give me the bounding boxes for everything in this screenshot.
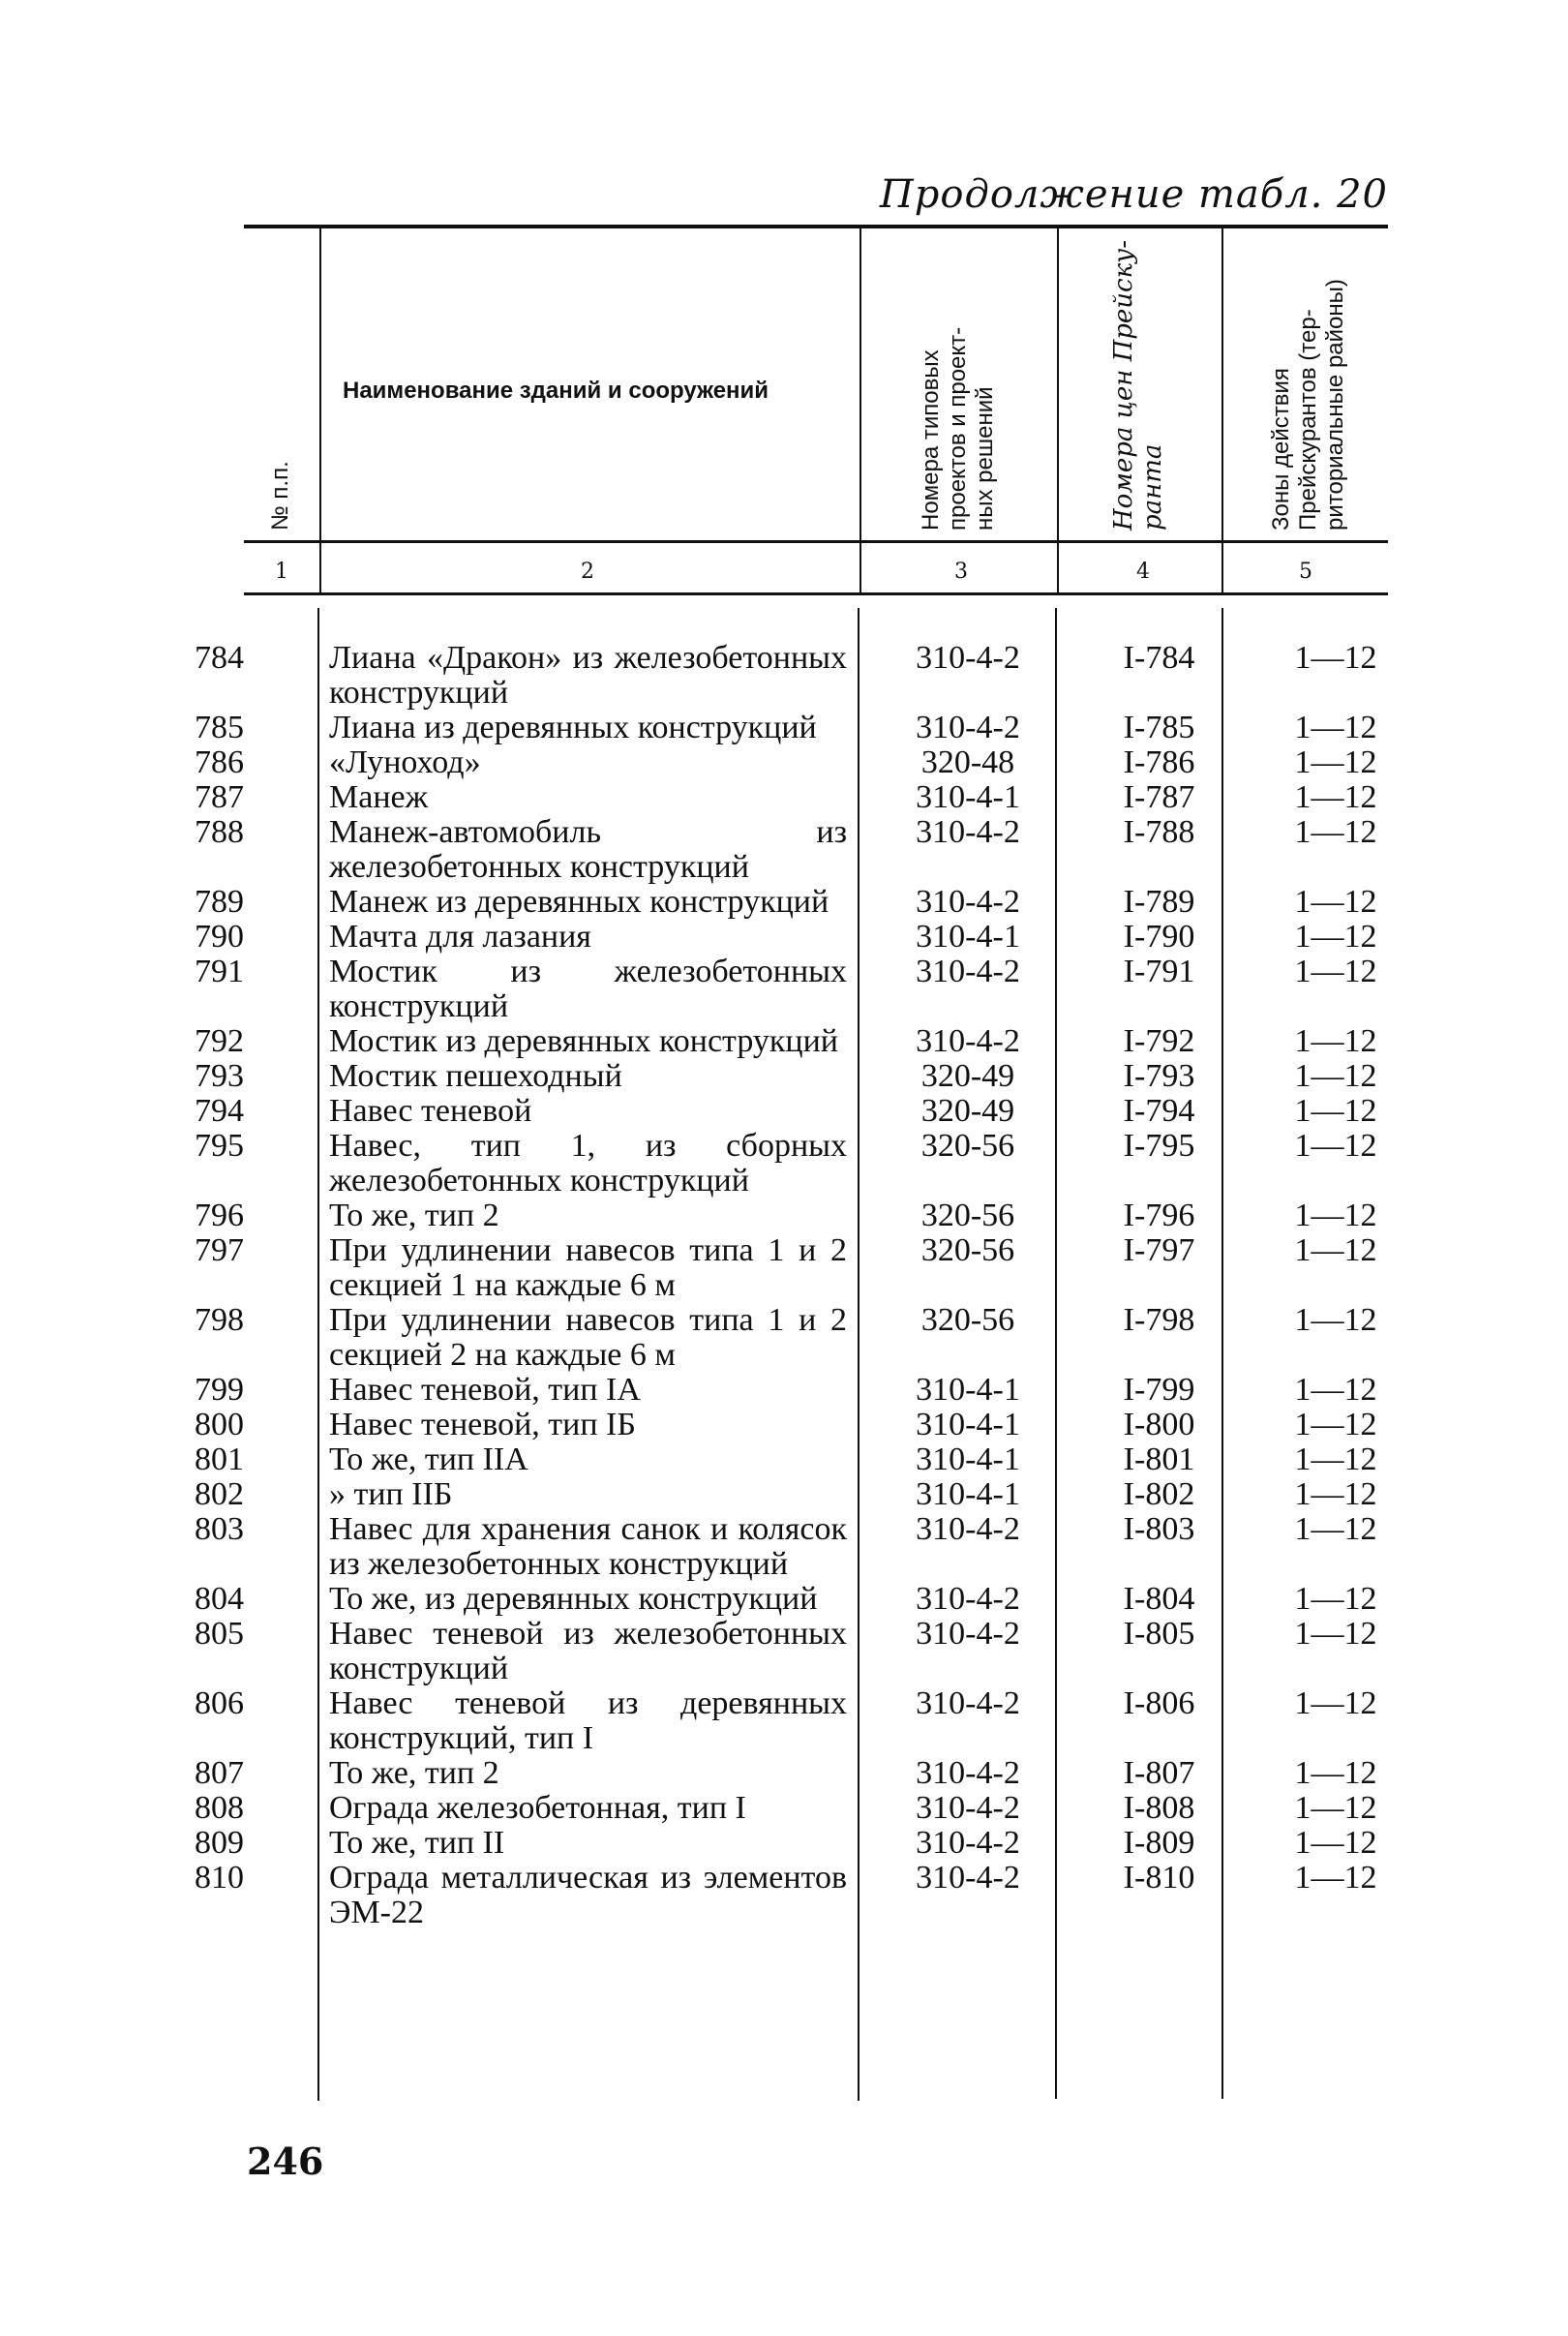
row-number: 788 [195,814,244,850]
row-number: 802 [195,1476,244,1512]
row-name: То же, тип II [329,1825,505,1861]
header-row-number: № п.п. [267,461,293,531]
row-zone: 1—12 [1294,710,1377,745]
row-price: I-793 [1123,1058,1195,1094]
row-zone: 1—12 [1294,884,1377,920]
row-number: 790 [195,919,244,955]
row-price: I-791 [1123,954,1195,989]
row-price: I-810 [1123,1860,1195,1896]
row-project: 310-4-2 [916,814,1020,850]
row-zone: 1—12 [1294,1232,1377,1268]
row-zone: 1—12 [1294,1198,1377,1233]
row-zone: 1—12 [1294,954,1377,989]
header-project-numbers: Номера типовых проектов и проект- ных решений [918,326,998,531]
row-price: I-801 [1123,1441,1195,1477]
colnum-1: 1 [275,560,288,584]
table-row [0,641,1568,711]
row-zone: 1—12 [1294,1476,1377,1512]
row-project: 310-4-2 [916,1511,1020,1547]
row-price: I-794 [1123,1093,1195,1129]
row-project: 310-4-1 [916,1407,1020,1442]
row-zone: 1—12 [1294,1372,1377,1408]
row-project: 310-4-2 [916,1616,1020,1652]
table-row [0,1129,1568,1198]
row-name: Навес для хранения санок и колясок из железобетонных конструкций [329,1511,847,1582]
table-row [0,1408,1568,1442]
header-divider-1 [319,228,321,594]
row-project: 320-56 [920,1302,1015,1338]
table-row [0,1756,1568,1791]
row-price: I-808 [1123,1790,1195,1826]
table-continuation-caption: Продолжение табл. 20 [879,172,1388,217]
row-project: 310-4-1 [916,919,1020,955]
row-project: 310-4-2 [916,1860,1020,1896]
colnum-bottom-rule [244,592,1388,595]
row-zone: 1—12 [1294,1058,1377,1094]
row-name: Навес теневой, тип IБ [329,1407,636,1442]
row-zone: 1—12 [1294,1581,1377,1617]
row-number: 801 [195,1441,244,1477]
table-row [0,1442,1568,1477]
colnum-5: 5 [1299,560,1312,584]
row-name: Манеж-автомобиль из железобетонных конструкций [329,814,847,885]
row-number: 793 [195,1058,244,1094]
row-project: 310-4-2 [916,954,1020,989]
row-number: 787 [195,779,244,815]
row-zone: 1—12 [1294,814,1377,850]
row-name: Навес теневой [329,1093,532,1129]
row-number: 791 [195,954,244,989]
row-price: I-792 [1123,1023,1195,1059]
table-row [0,1791,1568,1826]
row-price: I-788 [1123,814,1195,850]
table-row [0,920,1568,955]
row-name: Ограда железобетонная, тип I [329,1790,746,1826]
row-number: 795 [195,1128,244,1164]
header-building-name: Наименование зданий и сооружений [343,378,769,404]
table-body [0,641,1568,1930]
row-project: 310-4-2 [916,640,1020,676]
row-number: 786 [195,744,244,780]
row-price: I-805 [1123,1616,1195,1652]
row-project: 320-56 [920,1198,1015,1233]
row-number: 810 [195,1860,244,1896]
row-project: 310-4-2 [916,710,1020,745]
row-number: 796 [195,1198,244,1233]
row-name: Мачта для лазания [329,919,591,955]
row-price: I-784 [1123,640,1195,676]
table-row [0,815,1568,885]
row-project: 310-4-2 [916,1685,1020,1721]
row-number: 809 [195,1825,244,1861]
table-row [0,1059,1568,1094]
row-number: 805 [195,1616,244,1652]
row-number: 804 [195,1581,244,1617]
table-row [0,1512,1568,1582]
row-name: «Луноход» [329,744,481,780]
header-bottom-rule [244,540,1388,543]
row-price: I-799 [1123,1372,1195,1408]
row-number: 798 [195,1302,244,1338]
row-price: I-786 [1123,744,1195,780]
row-project: 310-4-1 [916,1476,1020,1512]
row-zone: 1—12 [1294,744,1377,780]
row-zone: 1—12 [1294,779,1377,815]
header-zones: Зоны действия Прейскурантов (тер- риториальные районы) [1268,279,1348,531]
row-name: Лиана из деревянных конструкций [329,710,817,745]
header-top-rule [244,225,1388,228]
row-number: 784 [195,640,244,676]
row-number: 808 [195,1790,244,1826]
row-name: Мостик из деревянных конструкций [329,1023,838,1059]
table-row [0,955,1568,1024]
row-project: 310-4-1 [916,779,1020,815]
row-name: То же, из деревянных конструкций [329,1581,818,1617]
row-zone: 1—12 [1294,1790,1377,1826]
row-number: 792 [195,1023,244,1059]
header-divider-2 [859,228,861,594]
row-price: I-795 [1123,1128,1195,1164]
row-zone: 1—12 [1294,1685,1377,1721]
row-price: I-796 [1123,1198,1195,1233]
row-name: Мостик пешеходный [329,1058,622,1094]
table-row [0,1303,1568,1373]
row-price: I-789 [1123,884,1195,920]
table-row [0,780,1568,815]
row-zone: 1—12 [1294,1441,1377,1477]
row-price: I-798 [1123,1302,1195,1338]
row-number: 789 [195,884,244,920]
header-divider-3 [1057,228,1059,594]
page-number: 246 [247,2139,324,2183]
row-zone: 1—12 [1294,1616,1377,1652]
row-zone: 1—12 [1294,1302,1377,1338]
row-name: То же, тип IIA [329,1441,528,1477]
row-name: При удлинении навесов типа 1 и 2 секцией 1 на каждые 6 м [329,1232,847,1303]
header-price-numbers: Номера цен Прейску- ранта [1109,239,1167,531]
row-name: » тип IIБ [329,1476,453,1512]
row-price: I-797 [1123,1232,1195,1268]
row-name: Навес, тип 1, из сборных железобетонных конструкций [329,1128,847,1198]
row-price: I-800 [1123,1407,1195,1442]
row-zone: 1—12 [1294,1860,1377,1896]
row-price: I-809 [1123,1825,1195,1861]
row-zone: 1—12 [1294,1511,1377,1547]
table-row [0,1373,1568,1408]
row-name: Манеж из деревянных конструкций [329,884,829,920]
row-project: 320-49 [920,1093,1015,1129]
header-divider-4 [1221,228,1223,594]
row-name: Навес теневой из железобетонных конструкций [329,1616,847,1686]
row-number: 797 [195,1232,244,1268]
row-number: 806 [195,1685,244,1721]
row-name: Мостик из железобетонных конструкций [329,954,847,1024]
table-row [0,1024,1568,1059]
row-project: 310-4-1 [916,1372,1020,1408]
row-number: 785 [195,710,244,745]
row-project: 310-4-2 [916,884,1020,920]
row-project: 320-49 [920,1058,1015,1094]
row-project: 310-4-2 [916,1023,1020,1059]
row-zone: 1—12 [1294,1093,1377,1129]
table-row [0,1233,1568,1303]
row-zone: 1—12 [1294,1825,1377,1861]
row-price: I-787 [1123,779,1195,815]
table-row [0,711,1568,745]
row-price: I-807 [1123,1755,1195,1791]
table-row [0,885,1568,920]
row-number: 794 [195,1093,244,1129]
row-name: То же, тип 2 [329,1198,499,1233]
colnum-2: 2 [581,560,594,584]
colnum-3: 3 [954,560,968,584]
row-name: Навес теневой, тип IA [329,1372,641,1408]
row-project: 310-4-2 [916,1790,1020,1826]
row-name: Лиана «Дракон» из железобетонных конструкций [329,640,847,711]
table-row [0,1686,1568,1756]
row-project: 310-4-2 [916,1825,1020,1861]
row-price: I-803 [1123,1511,1195,1547]
colnum-4: 4 [1136,560,1150,584]
row-project: 320-56 [920,1232,1015,1268]
row-project: 310-4-2 [916,1755,1020,1791]
row-zone: 1—12 [1294,919,1377,955]
row-price: I-790 [1123,919,1195,955]
row-zone: 1—12 [1294,1755,1377,1791]
row-zone: 1—12 [1294,1023,1377,1059]
row-name: При удлинении навесов типа 1 и 2 секцией 2 на каждые 6 м [329,1302,847,1373]
row-zone: 1—12 [1294,1407,1377,1442]
table-row [0,1582,1568,1617]
row-zone: 1—12 [1294,640,1377,676]
row-project: 320-48 [920,744,1015,780]
row-name: Ограда металлическая из элементов ЭМ-22 [329,1860,847,1930]
row-number: 799 [195,1372,244,1408]
row-project: 310-4-1 [916,1441,1020,1477]
row-project: 320-56 [920,1128,1015,1164]
row-name: То же, тип 2 [329,1755,499,1791]
row-number: 807 [195,1755,244,1791]
row-name: Манеж [329,779,429,815]
row-price: I-802 [1123,1476,1195,1512]
table-row [0,1861,1568,1930]
table-row [0,1094,1568,1129]
row-name: Навес теневой из деревянных конструкций, тип I [329,1685,847,1756]
row-project: 310-4-2 [916,1581,1020,1617]
table-row [0,745,1568,780]
row-number: 800 [195,1407,244,1442]
table-row [0,1198,1568,1233]
row-price: I-804 [1123,1581,1195,1617]
row-price: I-806 [1123,1685,1195,1721]
table-row [0,1826,1568,1861]
row-price: I-785 [1123,710,1195,745]
row-zone: 1—12 [1294,1128,1377,1164]
table-row [0,1477,1568,1512]
row-number: 803 [195,1511,244,1547]
table-row [0,1617,1568,1686]
